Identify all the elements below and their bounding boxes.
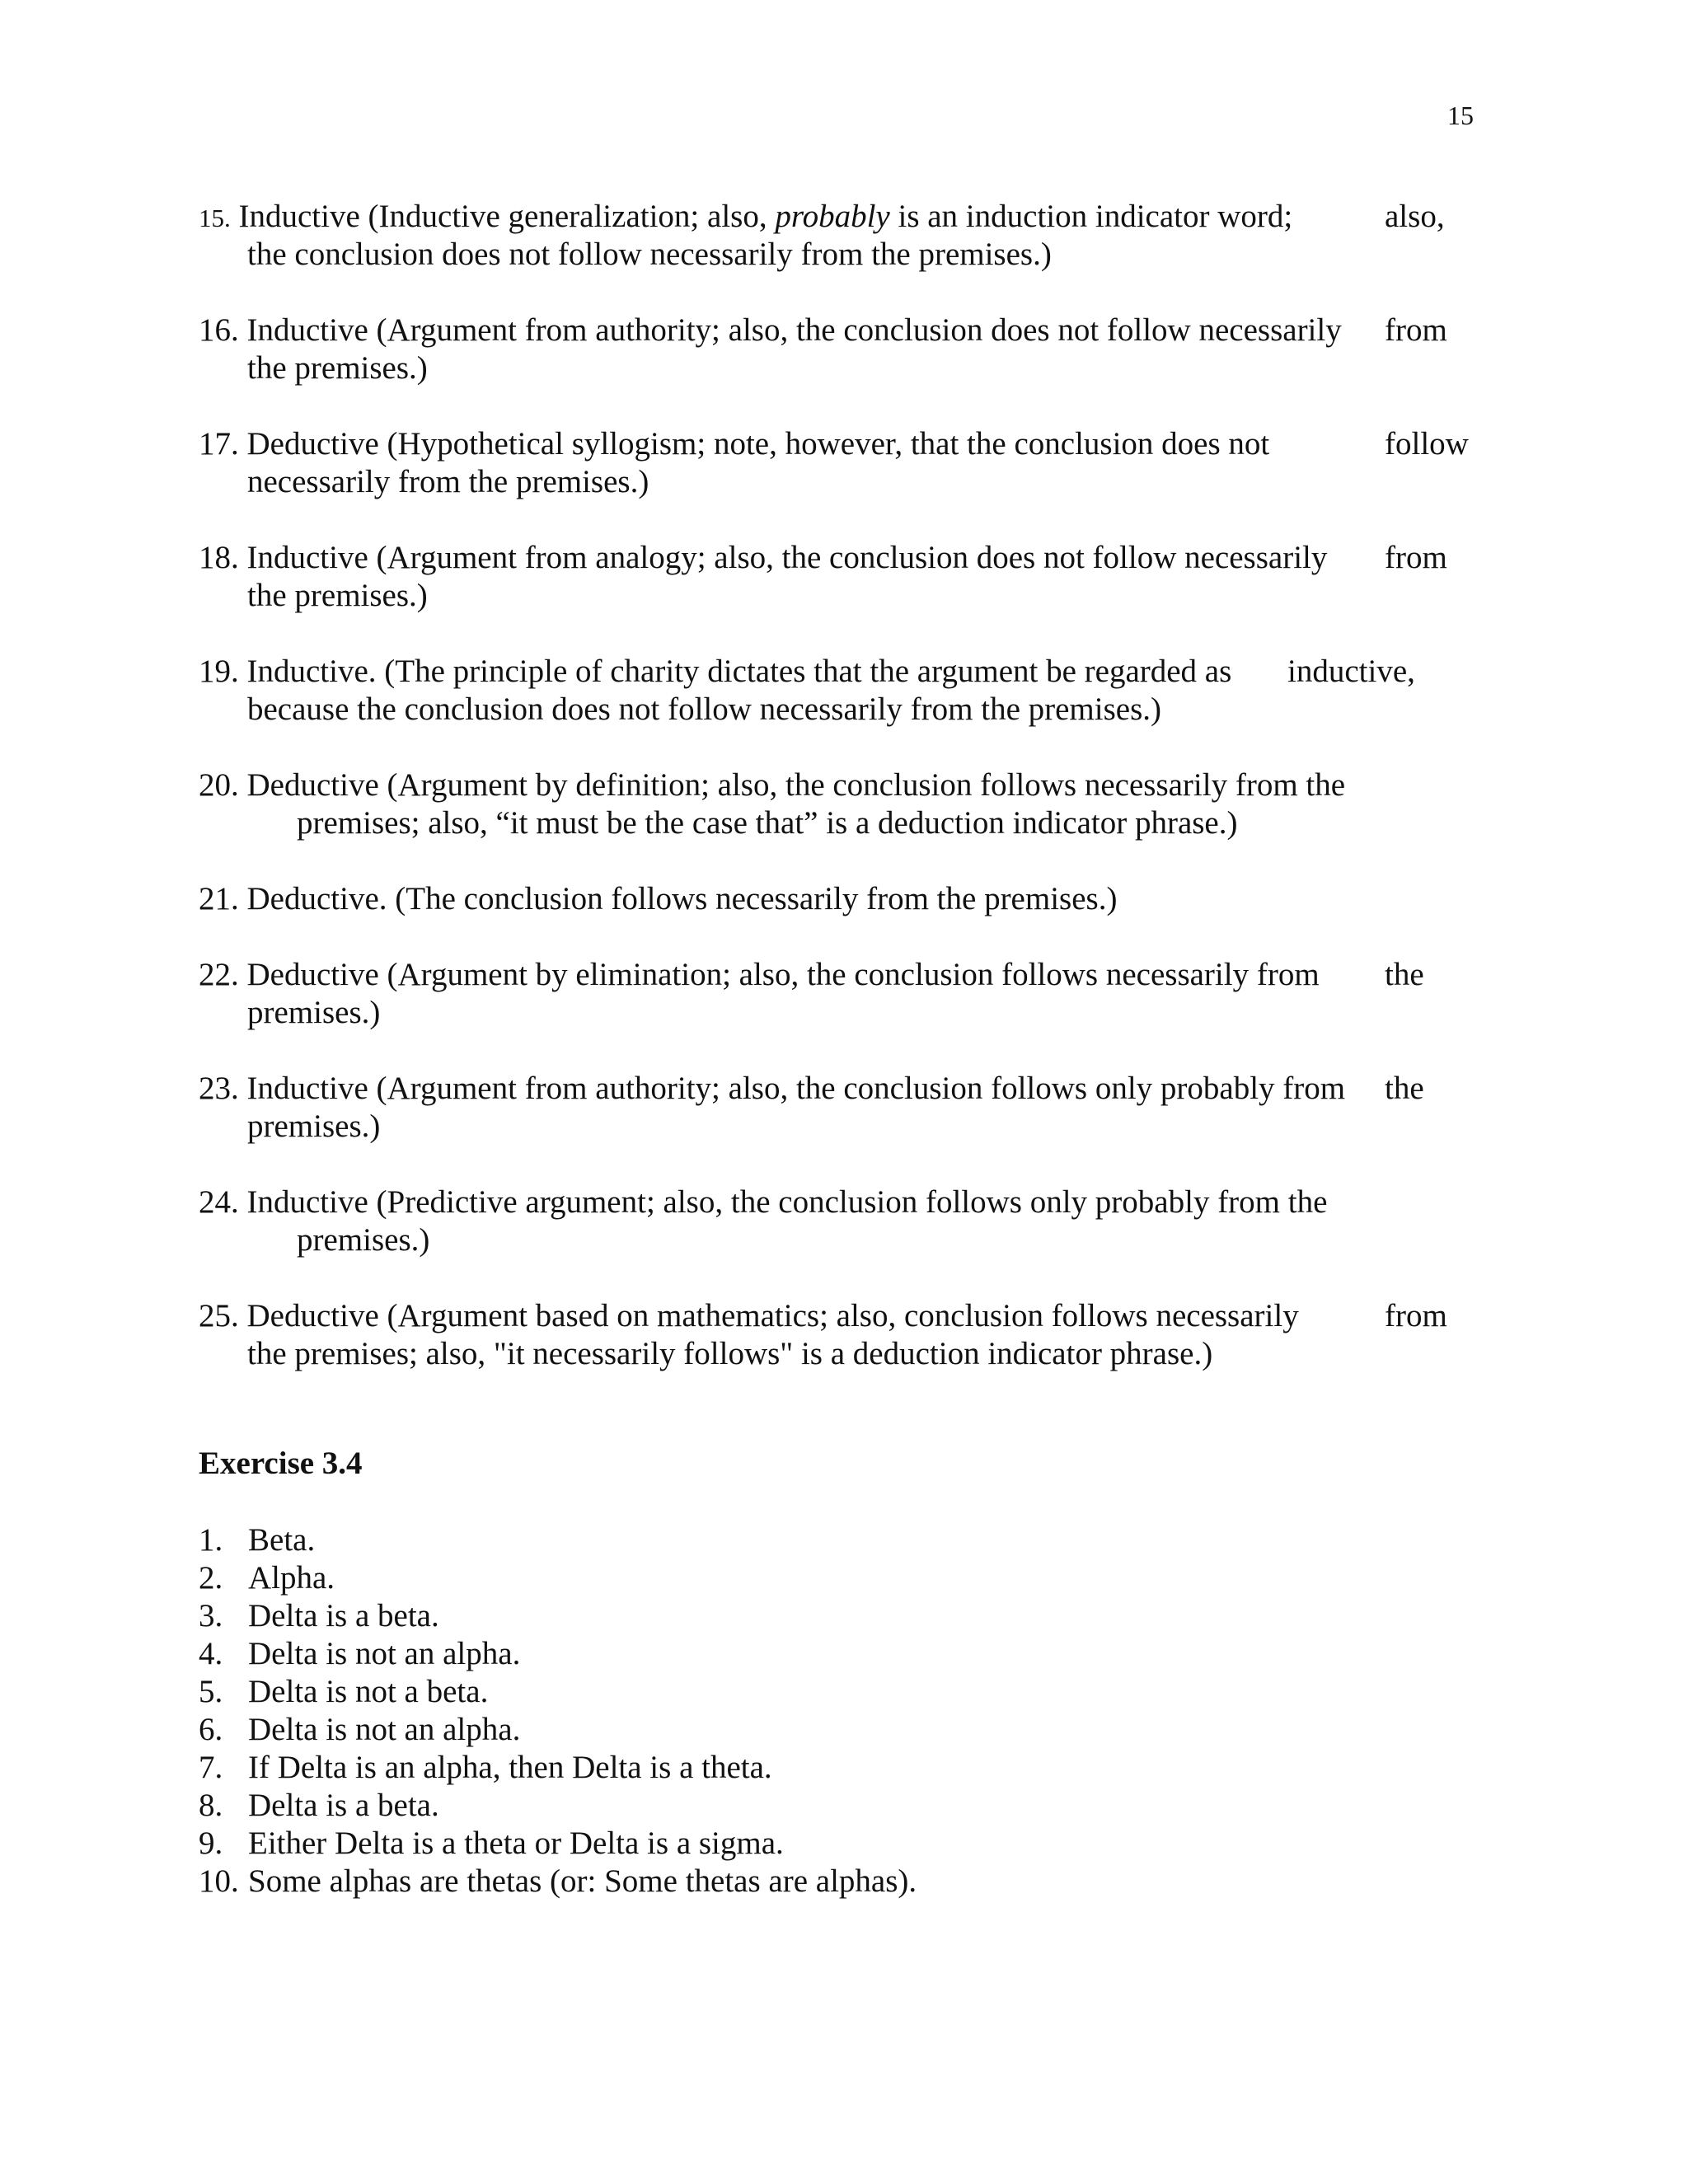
answer-line-1 (199, 653, 1231, 691)
list-text: Either Delta is a theta or Delta is a sigma. (248, 1825, 784, 1861)
answer-line-1 (199, 766, 1345, 804)
answer-number: 16. (199, 312, 239, 348)
answer-number: 19. (199, 654, 239, 689)
answer-line-2: necessarily from the premises.) (247, 464, 649, 499)
list-number: 2. (199, 1560, 223, 1596)
answer-line-2: the premises.) (247, 578, 428, 613)
answer-text: is an induction indicator word; (889, 199, 1293, 234)
answer-text: Deductive (Hypothetical syllogism; note, however, that the conclusion does not (246, 426, 1270, 462)
answer-number: 17. (199, 426, 239, 462)
list-text: Delta is not a beta. (248, 1674, 489, 1709)
answer-text: Deductive. (The conclusion follows necessarily from the premises.) (246, 881, 1118, 916)
answer-line-1 (199, 956, 1320, 994)
list-text: Delta is a beta. (248, 1598, 439, 1633)
answer-number: 18. (199, 540, 239, 575)
answer-number: 15. (199, 204, 231, 232)
answer-line-1 (199, 539, 1327, 577)
answer-text: Deductive (Argument based on mathematics; also, conclusion follows necessarily (246, 1298, 1299, 1333)
list-number: 9. (199, 1825, 223, 1861)
answer-text: Deductive (Argument by definition; also, the conclusion follows necessarily from the (246, 767, 1346, 803)
answer-line-tail: the (1385, 957, 1424, 992)
answer-line-2: premises; also, “it must be the case that” is a deduction indicator phrase.) (297, 805, 1238, 841)
list-text: Delta is not an alpha. (248, 1712, 521, 1747)
list-text: Delta is not an alpha. (248, 1636, 521, 1671)
answer-line-tail: the (1385, 1071, 1424, 1106)
answer-line-1 (199, 1070, 1345, 1108)
exercise-heading: Exercise 3.4 (199, 1446, 363, 1481)
answer-line-1 (199, 198, 1292, 237)
answer-line-tail: from (1385, 312, 1447, 348)
list-number: 8. (199, 1788, 223, 1823)
answer-line-tail: from (1385, 1298, 1447, 1333)
answer-number: 25. (199, 1298, 239, 1333)
answer-text: Inductive (Argument from authority; also, the conclusion does not follow necessarily (246, 312, 1342, 348)
list-number: 1. (199, 1522, 223, 1558)
answer-emphasis: probably (775, 199, 890, 234)
answer-line-tail: follow (1385, 426, 1469, 462)
answer-line-2: the premises; also, "it necessarily follows" is a deduction indicator phrase.) (247, 1336, 1213, 1371)
list-text: Beta. (248, 1522, 316, 1558)
answer-line-2: the conclusion does not follow necessarily from the premises.) (247, 237, 1052, 272)
answer-line-1 (199, 312, 1342, 349)
answer-number: 20. (199, 767, 239, 803)
answer-line-2: premises.) (247, 1108, 381, 1144)
answer-line-2: the premises.) (247, 350, 428, 386)
answer-number: 23. (199, 1071, 239, 1106)
list-number: 5. (199, 1674, 223, 1709)
list-text: Some alphas are thetas (or: Some thetas are alphas). (248, 1863, 917, 1899)
list-number: 10. (199, 1863, 239, 1899)
answer-text: Inductive. (The principle of charity dictates that the argument be regarded as (246, 654, 1232, 689)
list-number: 4. (199, 1636, 223, 1671)
list-number: 7. (199, 1750, 223, 1785)
answer-number: 21. (199, 881, 239, 916)
answer-number: 24. (199, 1184, 239, 1220)
answer-line-1 (199, 1297, 1299, 1335)
answer-line-tail: inductive, (1287, 654, 1415, 689)
answer-line-1 (199, 1183, 1327, 1221)
list-number: 6. (199, 1712, 223, 1747)
answer-text: Inductive (Argument from authority; also, the conclusion follows only probably from (246, 1071, 1346, 1106)
answer-line-2: premises.) (297, 1222, 430, 1258)
list-number: 3. (199, 1598, 223, 1633)
answer-line-1 (199, 880, 1117, 918)
answer-number: 22. (199, 957, 239, 992)
answer-text: Inductive (Argument from analogy; also, the conclusion does not follow necessarily (246, 540, 1328, 575)
page-number: 15 (1447, 101, 1474, 130)
answer-line-2: because the conclusion does not follow necessarily from the premises.) (247, 691, 1162, 727)
list-text: If Delta is an alpha, then Delta is a theta. (248, 1750, 772, 1785)
answer-text: Inductive (Predictive argument; also, the conclusion follows only probably from the (246, 1184, 1328, 1220)
answer-text: Inductive (Inductive generalization; also, (238, 199, 776, 234)
answer-line-2: premises.) (247, 995, 381, 1030)
answer-text: Deductive (Argument by elimination; also, the conclusion follows necessarily from (246, 957, 1320, 992)
answer-line-tail: also, (1385, 199, 1445, 234)
list-text: Delta is a beta. (248, 1788, 439, 1823)
answer-line-1 (199, 425, 1269, 463)
list-text: Alpha. (248, 1560, 335, 1596)
answer-line-tail: from (1385, 540, 1447, 575)
